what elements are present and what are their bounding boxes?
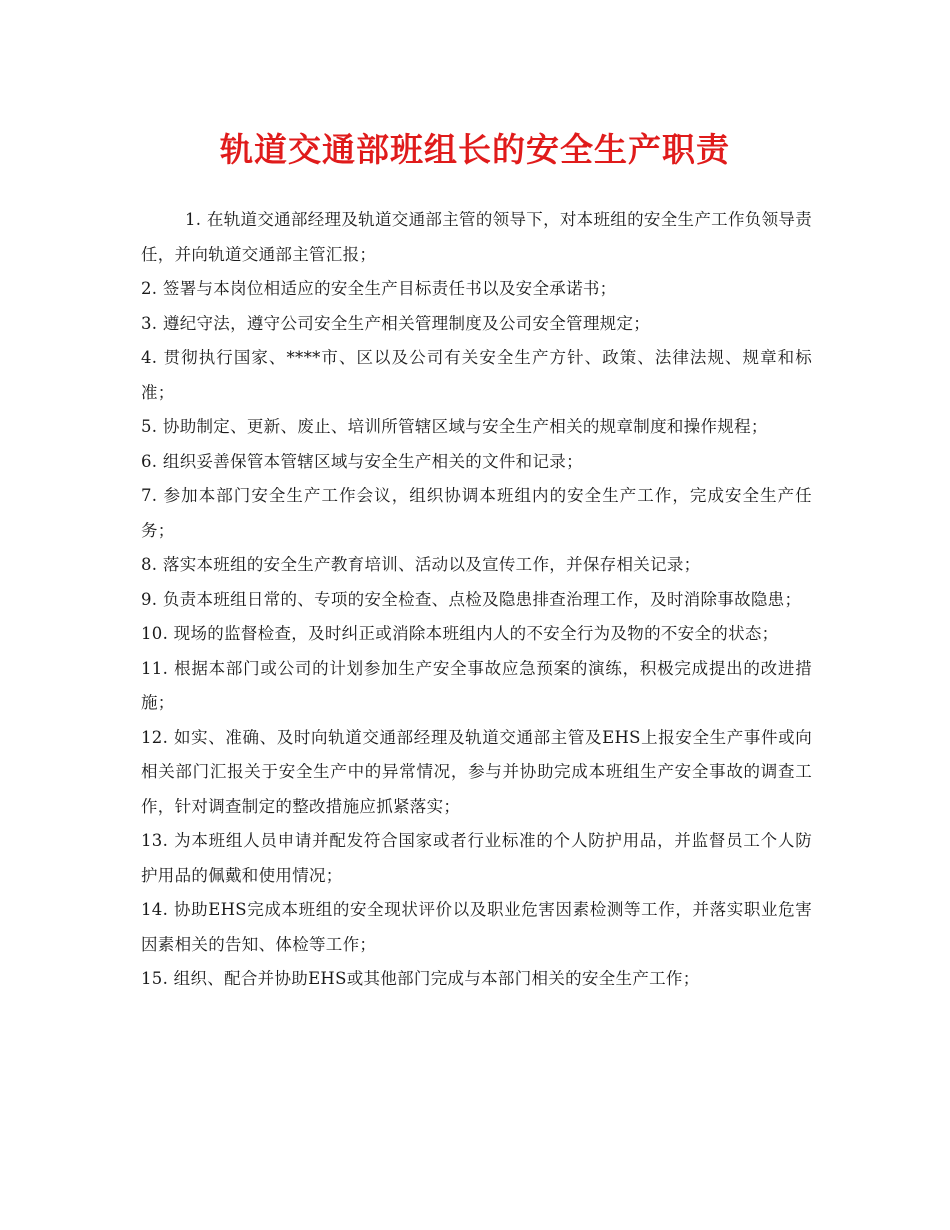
duty-item-11: 11. 根据本部门或公司的计划参加生产安全事故应急预案的演练，积极完成提出的改进措施；	[141, 658, 812, 712]
duty-item-7: 7. 参加本部门安全生产工作会议，组织协调本班组内的安全生产工作，完成安全生产任务；	[141, 486, 812, 540]
duty-item-12: 12. 如实、准确、及时向轨道交通部经理及轨道交通部主管及EHS上报安全生产事件或向相关部门汇报关于安全生产中的异常情况，参与并协助完成本班组生产安全事故的调查工作，针对调查制定的整改措施应抓紧落实；	[141, 727, 812, 816]
duty-item-5: 5. 协助制定、更新、废止、培训所管辖区域与安全生产相关的规章制度和操作规程；	[141, 417, 768, 436]
duty-item-1: 1. 在轨道交通部经理及轨道交通部主管的领导下，对本班组的安全生产工作负领导责任，并向轨道交通部主管汇报；	[141, 210, 812, 264]
duty-item-3: 3. 遵纪守法，遵守公司安全生产相关管理制度及公司安全管理规定；	[141, 313, 651, 333]
duty-list	[141, 203, 812, 997]
duty-item-8: 8. 落实本班组的安全生产教育培训、活动以及宣传工作，并保存相关记录；	[141, 555, 701, 574]
duty-item-6: 6. 组织妥善保管本管辖区域与安全生产相关的文件和记录；	[141, 451, 583, 471]
duty-item-4: 4. 贯彻执行国家、****市、区以及公司有关安全生产方针、政策、法律法规、规章和标准；	[141, 348, 812, 402]
duty-item-13: 13. 为本班组人员申请并配发符合国家或者行业标准的个人防护用品，并监督员工个人防护用品的佩戴和使用情况；	[141, 831, 812, 885]
duty-item-9: 9. 负责本班组日常的、专项的安全检查、点检及隐患排查治理工作，及时消除事故隐患；	[141, 589, 802, 609]
duty-item-2: 2. 签署与本岗位相适应的安全生产目标责任书以及安全承诺书；	[141, 279, 617, 298]
duty-item-10: 10. 现场的监督检查，及时纠正或消除本班组内人的不安全行为及物的不安全的状态；	[141, 624, 779, 643]
document-title: 轨道交通部班组长的安全生产职责	[220, 130, 730, 169]
duty-item-15: 15. 组织、配合并协助EHS或其他部门完成与本部门相关的安全生产工作；	[141, 969, 700, 988]
duty-item-14: 14. 协助EHS完成本班组的安全现状评价以及职业危害因素检测等工作，并落实职业危害因素相关的告知、体检等工作；	[141, 900, 812, 954]
